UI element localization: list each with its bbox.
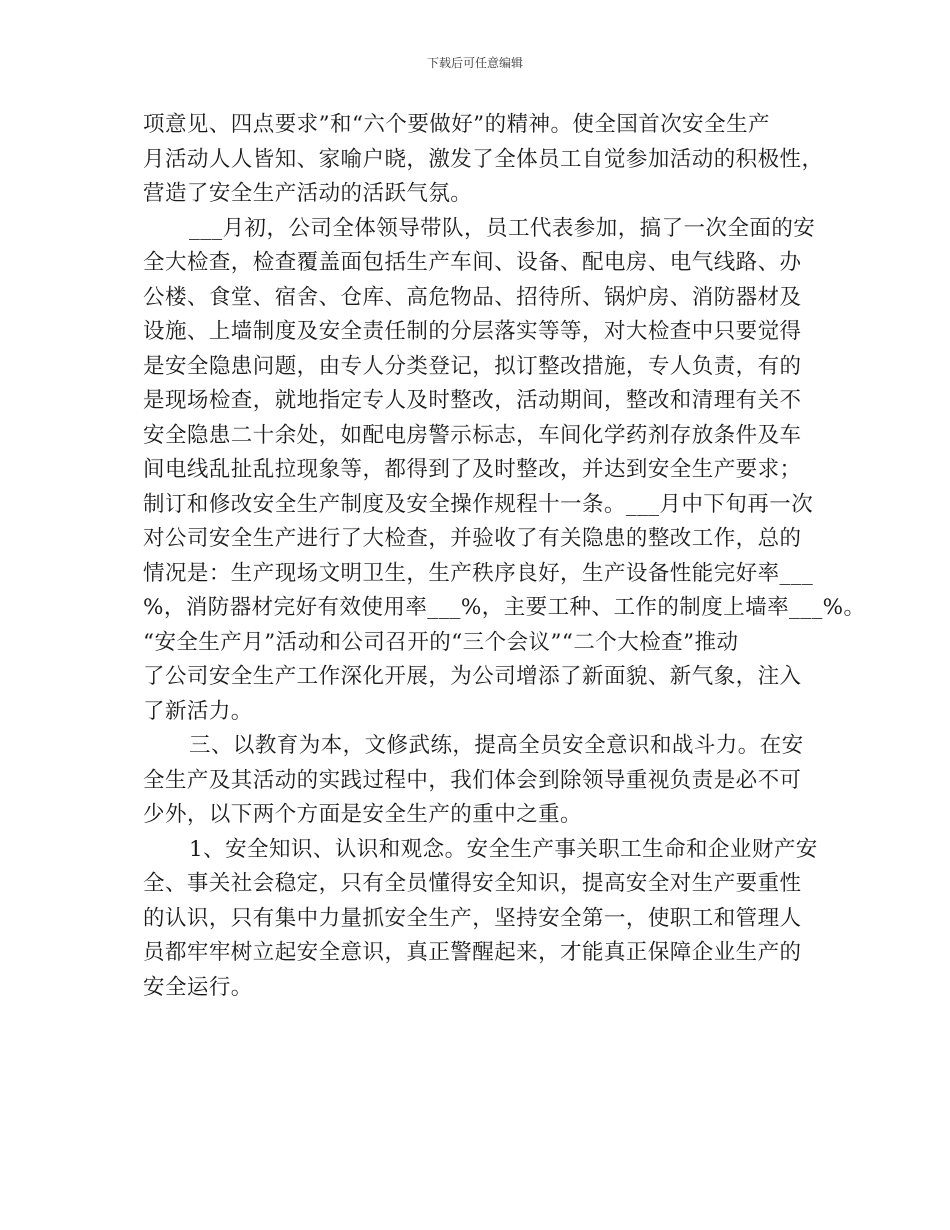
- text-line: 间电线乱扯乱拉现象等，都得到了及时整改，并达到安全生产要求；: [143, 457, 802, 482]
- paragraph-start-line: ___月初，公司全体领导带队，员工代表参加，搞了一次全面的安: [189, 215, 816, 241]
- text-line: 的认识，只有集中力量抓安全生产，坚持安全第一，使职工和管理人: [143, 905, 802, 931]
- text-line: 是现场检查，就地指定专人及时整改，活动期间，整改和清理有关不: [143, 388, 802, 413]
- document-body: [143, 108, 866, 1005]
- text-line: 全、事关社会稳定，只有全员懂得安全知识，提高安全对生产要重性: [143, 871, 802, 896]
- text-line: 营造了安全生产活动的活跃气氛。: [143, 181, 473, 206]
- text-line: 安全隐患二十余处，如配电房警示标志，车间化学药剂存放条件及车: [143, 422, 802, 448]
- text-line: 了公司安全生产工作深化开展，为公司增添了新面貌、新气象，注入: [143, 664, 802, 689]
- text-line: 设施、上墙制度及安全责任制的分层落实等等，对大检查中只要觉得: [143, 319, 802, 344]
- text-line: 公楼、食堂、宿舍、仓库、高危物品、招待所、锅炉房、消防器材及: [143, 284, 802, 310]
- text-line: 制订和修改安全生产制度及安全操作规程十一条。___月中下旬再一次: [143, 491, 814, 517]
- page-header-note: 下载后可任意编辑: [426, 56, 523, 70]
- text-line: 情况是：生产现场文明卫生，生产秩序良好，生产设备性能完好率___: [143, 560, 814, 586]
- text-line: 全大检查，检查覆盖面包括生产车间、设备、配电房、电气线路、办: [143, 250, 802, 275]
- text-line: 全生产及其活动的实践过程中，我们体会到除领导重视负责是必不可: [143, 767, 802, 793]
- text-line: “安全生产月”活动和公司召开的“三个会议”“二个大检查”推动: [143, 629, 739, 655]
- paragraph-start-line: 1、安全知识、认识和观念。安全生产事关职工生命和企业财产安: [189, 836, 818, 862]
- text-line: 是安全隐患问题，由专人分类登记，拟订整改措施，专人负责，有的: [143, 353, 802, 379]
- text-line: 安全运行。: [143, 974, 253, 1000]
- paragraph-start-line: 三、以教育为本，文修武练，提高全员安全意识和战斗力。在安: [189, 733, 804, 758]
- text-line: 项意见、四点要求”和“六个要做好”的精神。使全国首次安全生产: [143, 112, 770, 137]
- text-line: 少外，以下两个方面是安全生产的重中之重。: [143, 802, 583, 827]
- text-line: 月活动人人皆知、家喻户晓，激发了全体员工自觉参加活动的积极性，: [143, 146, 824, 172]
- text-line: 了新活力。: [143, 698, 253, 724]
- text-line: %，消防器材完好有效使用率___%，主要工种、工作的制度上墙率___%。: [143, 595, 866, 620]
- text-line: 对公司安全生产进行了大检查，并验收了有关隐患的整改工作，总的: [143, 526, 802, 551]
- text-line: 员都牢牢树立起安全意识，真正警醒起来，才能真正保障企业生产的: [143, 940, 802, 965]
